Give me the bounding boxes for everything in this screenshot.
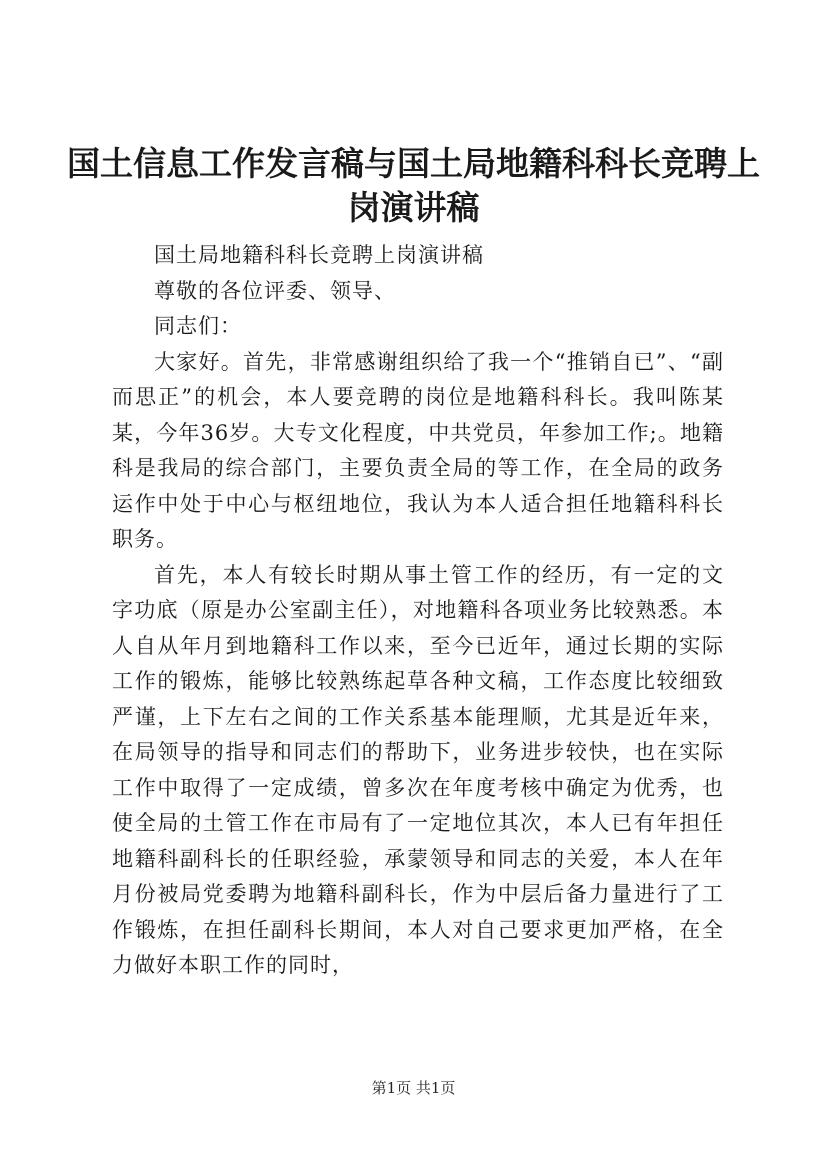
- paragraph-salutation-cont: 同志们：: [154, 314, 242, 338]
- paragraph-experience: 首先，本人有较长时期从事土管工作的经历，有一定的文字功底（原是办公室副主任），对地籍科各项业务比较熟悉。本人自从年月到地籍科工作以来，至今已近年，通过长期的实际工作的锻炼，能够比较熟练起草各种文稿，工作态度比较细致严谨，上下左右之间的工作关系基本能理顺，尤其是近年来，在局领导的指导和同志们的帮助下，业务进步较快，也在实际工作中取得了一定成绩，曾多次在年度考核中确定为优秀，也使全局的土管工作在市局有了一定地位其次，本人已有年担任地籍科副科长的任职经验，承蒙领导和同志的关爱，本人在年月份被局党委聘为地籍科副科长，作为中层后备力量进行了工作锻炼，在担任副科长期间，本人对自己要求更加严格，在全力做好本职工作的同时，: [112, 562, 724, 977]
- paragraph-intro: 大家好。首先，非常感谢组织给了我一个“推销自已”、“副而思正”的机会，本人要竞聘的岗位是地籍科科长。我叫陈某某，今年36岁。大专文化程度，中共党员，年参加工作;。地籍科是我局的综合部门，主要负责全局的等工作，在全局的政务运作中处于中心与枢纽地位，我认为本人适合担任地籍科科长职务。: [112, 349, 724, 551]
- paragraph-heading: 国土局地籍科科长竞聘上岗演讲稿: [154, 243, 484, 267]
- paragraph-salutation: 尊敬的各位评委、领导、: [154, 278, 396, 303]
- page-footer: 第1页 共1页: [371, 1079, 456, 1097]
- document-title: 国土信息工作发言稿与国土局地籍科科长竞聘上岗演讲稿: [67, 144, 760, 227]
- document-body: [112, 238, 724, 984]
